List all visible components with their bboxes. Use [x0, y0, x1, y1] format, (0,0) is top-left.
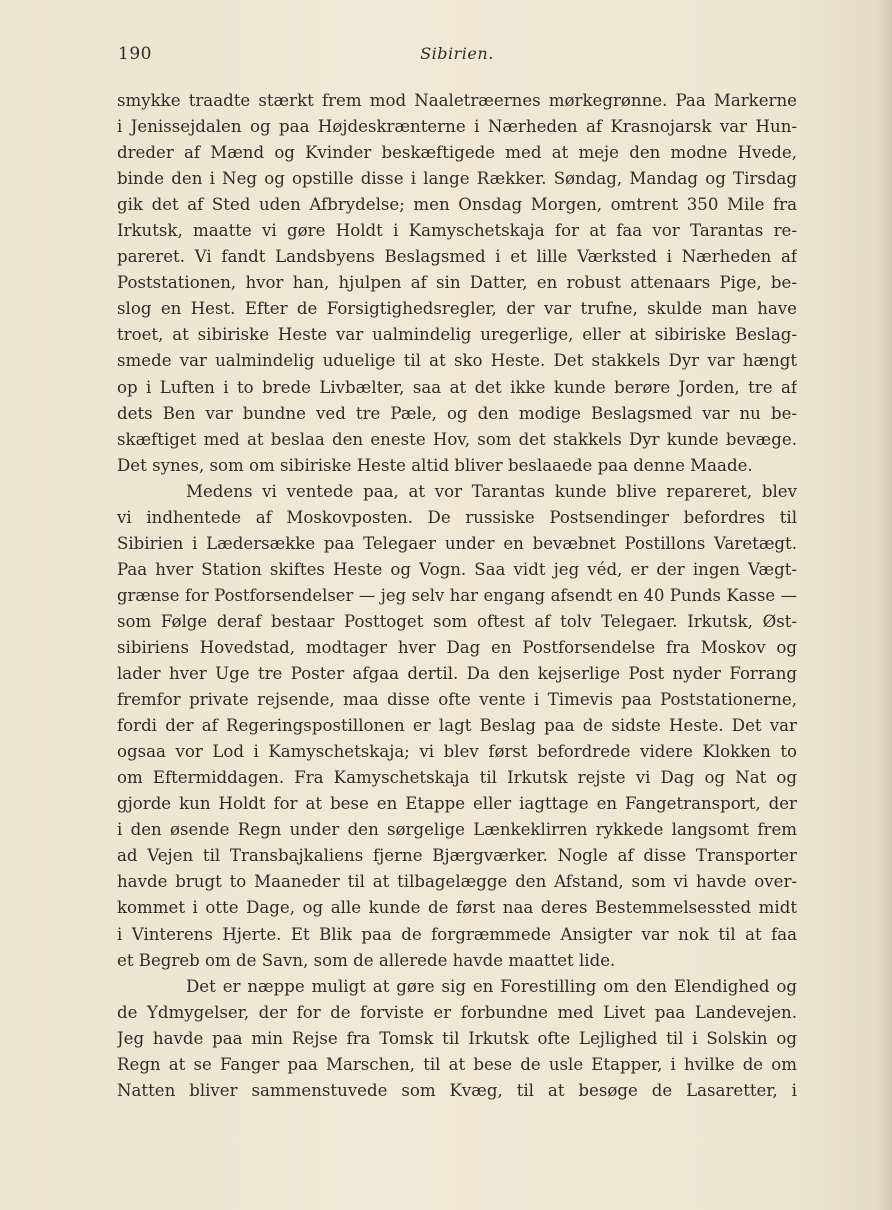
text-line: op i Luften i to brede Livbælter, saa at det ikke kunde berøre Jorden, tre af [117, 377, 797, 397]
text-line: smykke traadte stærkt frem mod Naaletræernes mørkegrønne. Paa Markerne [117, 91, 797, 110]
text-line: lader hver Uge tre Poster afgaa dertil. Da den kejserlige Post nyder Forrang [117, 664, 797, 684]
page-header [118, 44, 796, 70]
text-line: Poststationen, hvor han, hjulpen af sin Datter, en robust attenaars Pige, be- [117, 273, 797, 293]
text-line: i den øsende Regn under den sørgelige Lænkeklirren rykkede langsomt frem [117, 820, 797, 840]
text-line: sibiriens Hovedstad, modtager hver Dag en Postforsendelse fra Moskov og [117, 637, 797, 657]
text-line: om Eftermiddagen. Fra Kamyschetskaja til Irkutsk rejste vi Dag og Nat og [117, 768, 797, 788]
paragraph-end-line: et Begreb om de Savn, som de allerede havde maattet lide. [117, 950, 616, 970]
text-line: fremfor private rejsende, maa disse ofte vente i Timevis paa Poststationerne, [117, 690, 797, 710]
page-number: 190 [118, 44, 152, 64]
text-line: gjorde kun Holdt for at bese en Etappe eller iagttage en Fangetransport, der [117, 794, 797, 814]
text-line: i Vinterens Hjerte. Et Blik paa de forgræmmede Ansigter var nok til at faa [117, 924, 797, 944]
text-line: smede var ualmindelig uduelige til at sko Heste. Det stakkels Dyr var hængt [117, 351, 797, 371]
text-line: ad Vejen til Transbajkaliens fjerne Bjærgværker. Nogle af disse Transporter [117, 846, 797, 866]
text-line: binde den i Neg og opstille disse i lange Rækker. Søndag, Mandag og Tirsdag [117, 169, 797, 189]
text-line: pareret. Vi fandt Landsbyens Beslagsmed i et lille Værksted i Nærheden af [117, 247, 797, 267]
text-line: dreder af Mænd og Kvinder beskæftigede med at meje den modne Hvede, [117, 143, 797, 163]
paragraph-start-line: Medens vi ventede paa, at vor Tarantas kunde blive repareret, blev [186, 481, 797, 501]
text-line: grænse for Postforsendelser — jeg selv har engang afsendt en 40 Punds Kasse — [117, 585, 797, 605]
text-line: fordi der af Regeringspostillonen er lagt Beslag paa de sidste Heste. Det var [117, 716, 797, 736]
text-line: gik det af Sted uden Afbrydelse; men Onsdag Morgen, omtrent 350 Mile fra [117, 195, 797, 215]
text-line: slog en Hest. Efter de Forsigtighedsregler, der var trufne, skulde man have [117, 299, 797, 319]
paragraph-start-line: Det er næppe muligt at gøre sig en Forestilling om den Elendighed og [186, 976, 797, 996]
text-line: i Jenissejdalen og paa Højdeskrænterne i Nærheden af Krasnojarsk var Hun- [117, 117, 797, 137]
text-line: skæftiget med at beslaa den eneste Hov, som det stakkels Dyr kunde bevæge. [117, 429, 797, 449]
text-line: Irkutsk, maatte vi gøre Holdt i Kamyschetskaja for at faa vor Tarantas re- [117, 221, 797, 241]
text-line: kommet i otte Dage, og alle kunde de først naa deres Bestemmelsessted midt [117, 898, 797, 918]
text-line: ogsaa vor Lod i Kamyschetskaja; vi blev først befordrede videre Klokken to [117, 742, 797, 762]
body-text [117, 88, 797, 1104]
text-line: Paa hver Station skiftes Heste og Vogn. Saa vidt jeg véd, er der ingen Vægt- [117, 559, 797, 579]
running-title: Sibirien. [420, 44, 494, 63]
text-line: vi indhentede af Moskovposten. De russiske Postsendinger befordres til [117, 507, 797, 527]
text-line: troet, at sibiriske Heste var ualmindelig uregerlige, eller at sibiriske Beslag- [117, 325, 797, 345]
text-line: havde brugt to Maaneder til at tilbagelægge den Afstand, som vi havde over- [117, 872, 797, 892]
text-line: Regn at se Fanger paa Marschen, til at bese de usle Etapper, i hvilke de om [117, 1054, 797, 1074]
text-line: som Følge deraf bestaar Posttoget som oftest af tolv Telegaer. Irkutsk, Øst- [117, 611, 797, 631]
page-edge-shadow [878, 0, 892, 1210]
text-line: dets Ben var bundne ved tre Pæle, og den modige Beslagsmed var nu be- [117, 403, 797, 423]
text-line: de Ydmygelser, der for de forviste er forbundne med Livet paa Landevejen. [117, 1002, 797, 1022]
paragraph-end-line: Det synes, som om sibiriske Heste altid bliver beslaaede paa denne Maade. [117, 455, 753, 475]
text-line: Sibirien i Lædersække paa Telegaer under en bevæbnet Postillons Varetægt. [117, 533, 797, 553]
text-line: Natten bliver sammenstuvede som Kvæg, til at besøge de Lasaretter, i [117, 1080, 797, 1100]
text-line: Jeg havde paa min Rejse fra Tomsk til Irkutsk ofte Lejlighed til i Solskin og [117, 1028, 797, 1048]
